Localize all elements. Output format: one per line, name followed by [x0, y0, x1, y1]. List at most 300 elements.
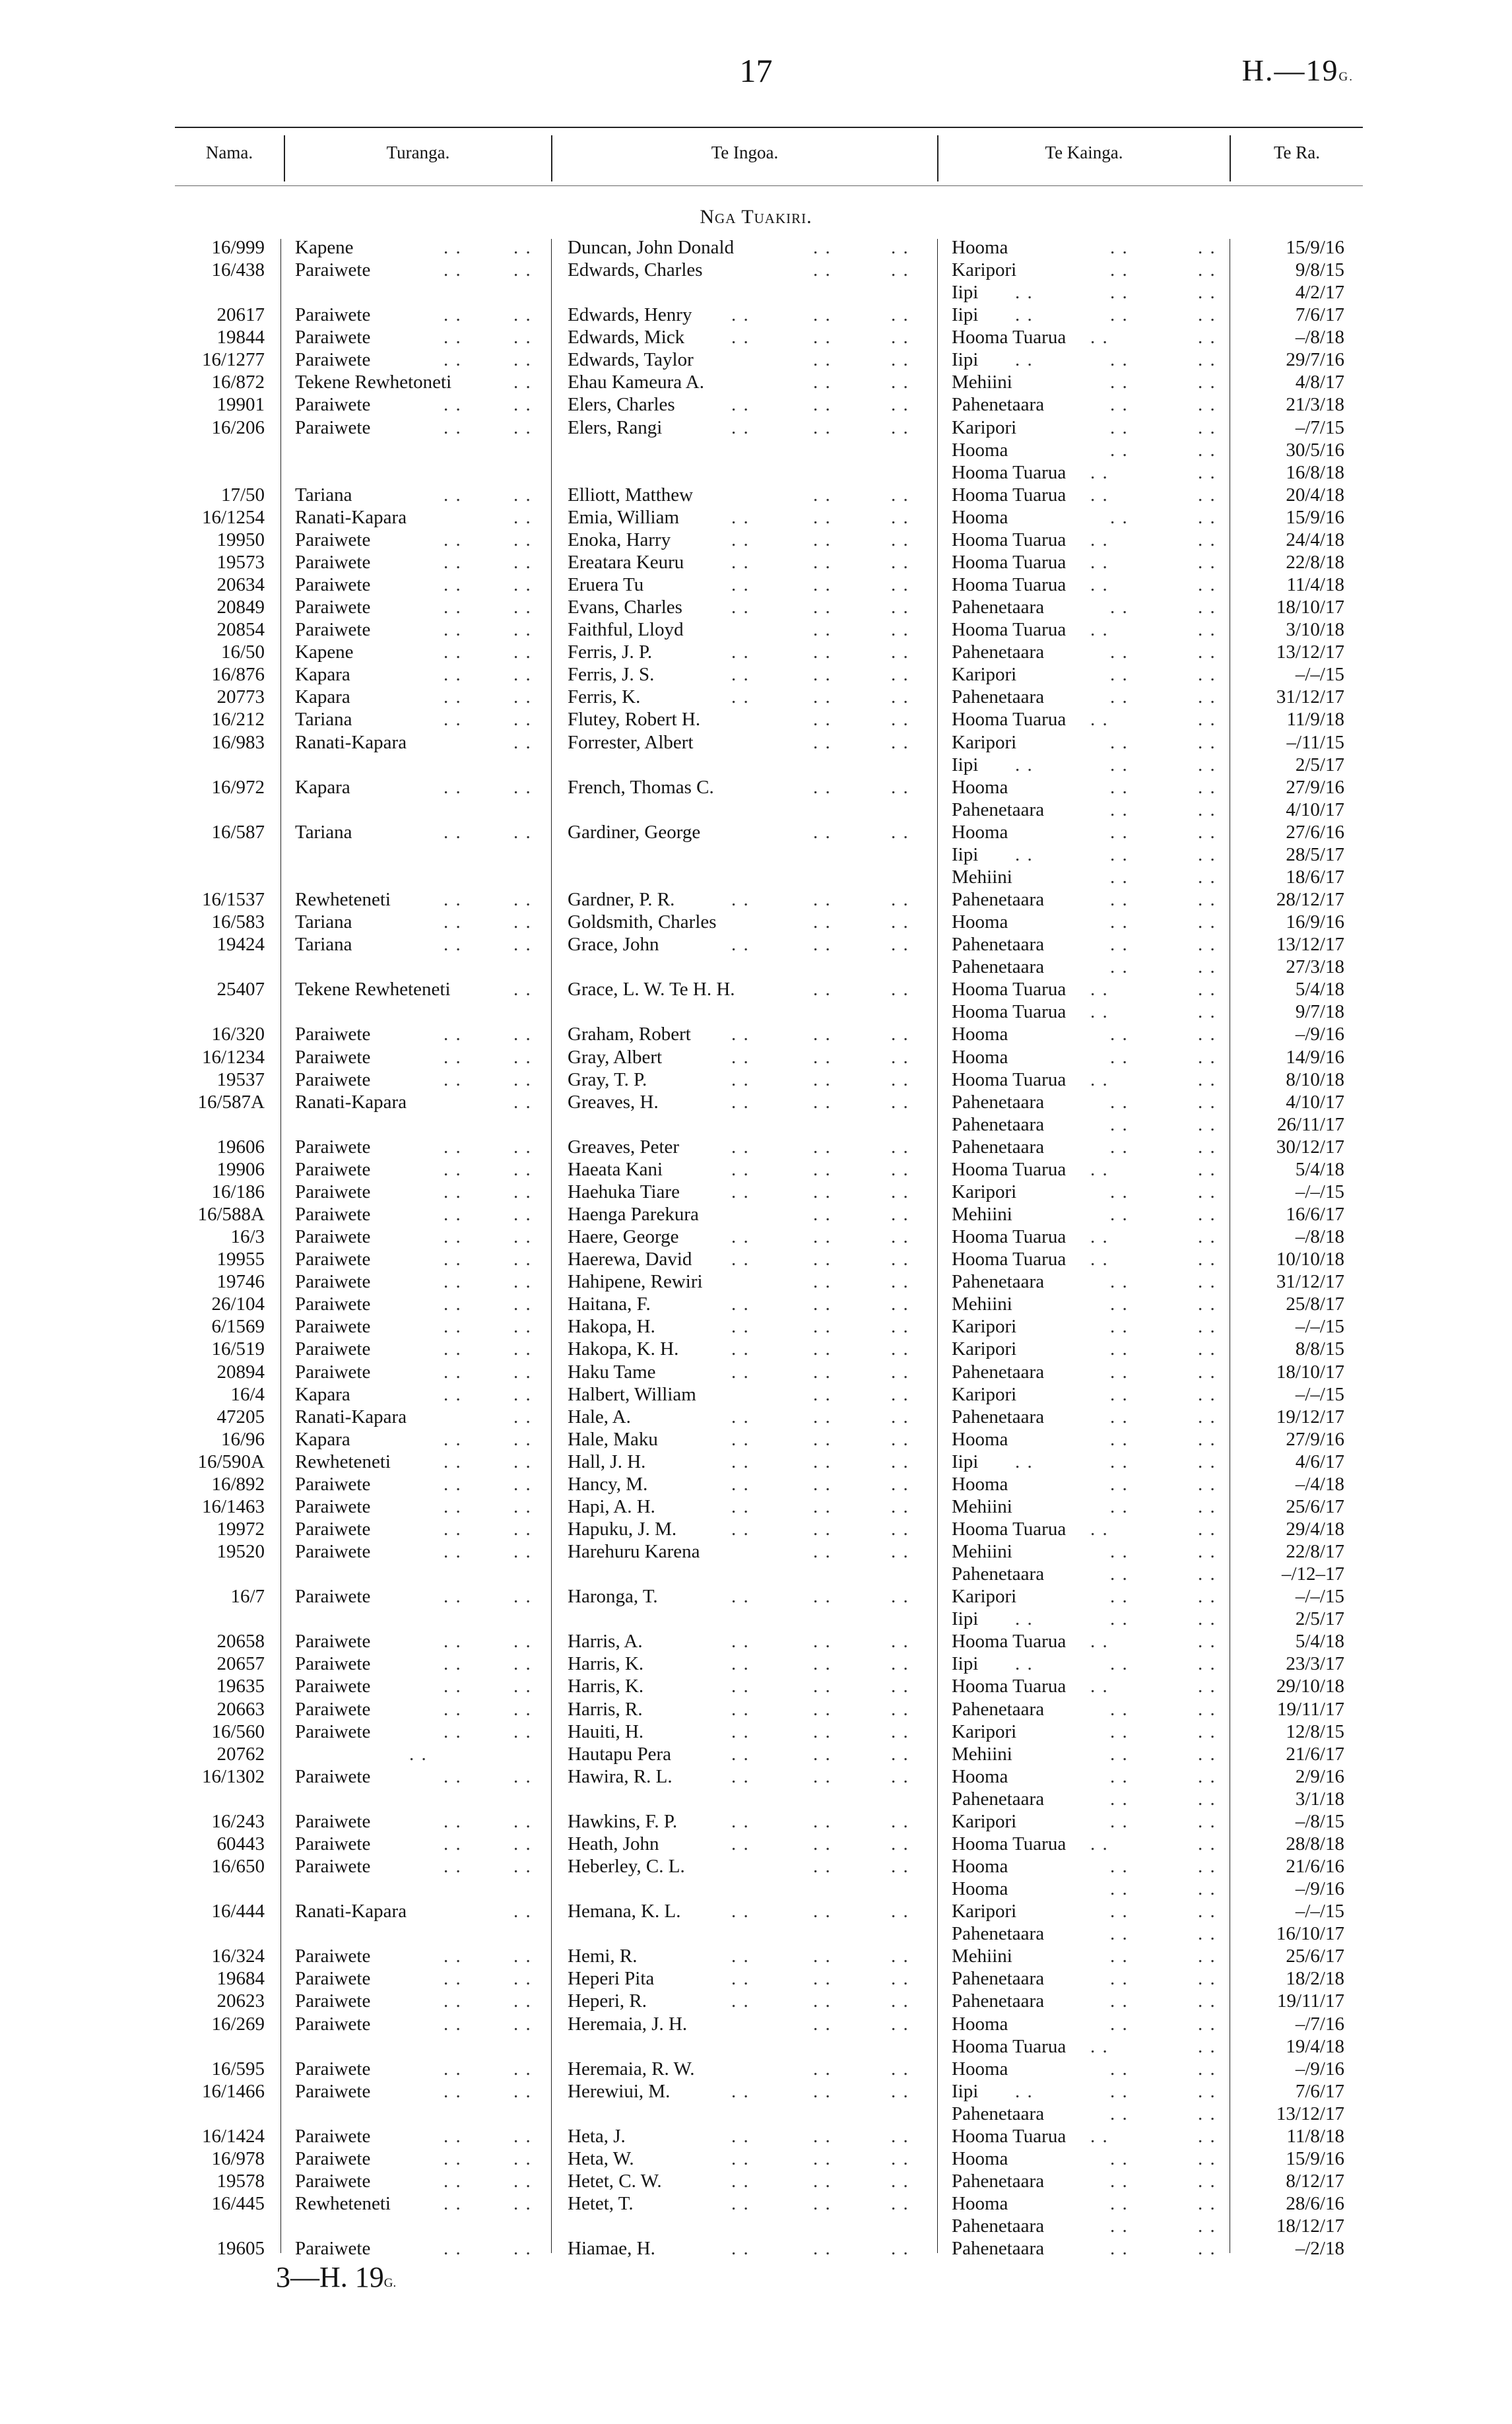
dot-leader: . .: [1198, 574, 1216, 596]
dot-leader: . .: [813, 1226, 832, 1248]
dot-leader: . .: [444, 1586, 462, 1608]
dot-leader: . .: [891, 1968, 909, 1990]
dot-leader: . .: [891, 1631, 909, 1653]
dot-leader: . .: [731, 1631, 750, 1653]
dot-leader: . .: [731, 2238, 750, 2260]
dot-leader: . .: [513, 1856, 532, 1878]
dot-leader: . .: [444, 1653, 462, 1675]
cell-kainga: Karipori: [952, 1901, 1017, 1922]
cell-turanga: Paraiwete: [295, 551, 371, 573]
cell-turanga: Paraiwete: [295, 1181, 371, 1202]
dot-leader: . .: [813, 1136, 832, 1158]
cell-kainga: Karipori: [952, 1181, 1017, 1202]
cell-kainga: Karipori: [952, 1383, 1017, 1405]
cell-kainga: Iipi: [952, 843, 979, 865]
dot-leader: . .: [1198, 641, 1216, 663]
dot-leader: . .: [731, 1586, 750, 1608]
cell-nama: 16/650: [211, 1856, 265, 1878]
table-row: [0, 731, 1512, 754]
cell-nama: 19972: [216, 1518, 265, 1540]
cell-kainga: Pahenetaara: [952, 1361, 1045, 1383]
dot-leader: . .: [731, 2080, 750, 2102]
cell-ra: 18/10/17: [1276, 597, 1344, 618]
cell-kainga: Hooma: [952, 2147, 1008, 2169]
dot-leader: . .: [891, 2193, 909, 2215]
dot-leader: . .: [891, 2238, 909, 2260]
column-header-turanga: Turanga.: [386, 143, 450, 162]
dot-leader: . .: [731, 1024, 750, 1045]
dot-leader: . .: [1198, 1788, 1216, 1810]
dot-leader: . .: [1110, 2058, 1129, 2080]
table-row: [0, 348, 1512, 371]
dot-leader: . .: [444, 1271, 462, 1293]
dot-leader: . .: [444, 2238, 462, 2260]
cell-ingoa: Hemana, K. L.: [568, 1901, 681, 1922]
dot-leader: . .: [891, 934, 909, 956]
dot-leader: . .: [1198, 664, 1216, 686]
dot-leader: . .: [513, 1383, 532, 1405]
dot-leader: . .: [731, 574, 750, 596]
cell-kainga: Hooma Tuarua: [952, 2125, 1067, 2147]
cell-ra: 27/3/18: [1286, 956, 1344, 978]
cell-kainga: Hooma: [952, 237, 1008, 258]
cell-nama: 16/972: [211, 776, 265, 798]
dot-leader: . .: [891, 1091, 909, 1113]
table-row: [0, 439, 1512, 461]
cell-turanga: Ranati-Kapara: [295, 1406, 407, 1427]
cell-ra: –/9/16: [1295, 1878, 1344, 1900]
dot-leader: . .: [1110, 1856, 1129, 1878]
cell-ingoa: Harris, K.: [568, 1676, 644, 1697]
dot-leader: . .: [1198, 1091, 1216, 1113]
table-row: [0, 1922, 1512, 1945]
cell-kainga: Hooma: [952, 1473, 1008, 1495]
dot-leader: . .: [813, 1653, 832, 1675]
cell-kainga: Pahenetaara: [952, 2103, 1045, 2124]
dot-leader: . .: [731, 664, 750, 686]
cell-nama: 17/50: [220, 484, 265, 506]
cell-turanga: Paraiwete: [295, 1068, 371, 1090]
dot-leader: . .: [1198, 2215, 1216, 2237]
cell-nama: 19950: [216, 529, 265, 550]
dot-leader: . .: [444, 574, 462, 596]
dot-leader: . .: [1090, 619, 1109, 641]
table-row: [0, 461, 1512, 484]
cell-kainga: Hooma: [952, 1856, 1008, 1878]
dot-leader: . .: [731, 1181, 750, 1202]
cell-nama: 16/1234: [201, 1046, 265, 1068]
dot-leader: . .: [513, 372, 532, 393]
dot-leader: . .: [513, 731, 532, 753]
dot-leader: . .: [891, 2013, 909, 2035]
dot-leader: . .: [813, 259, 832, 281]
cell-ingoa: Haeata Kani: [568, 1158, 663, 1180]
cell-ra: 25/6/17: [1286, 1495, 1344, 1517]
cell-kainga: Pahenetaara: [952, 1091, 1045, 1113]
dot-leader: . .: [813, 911, 832, 933]
dot-leader: . .: [409, 1743, 428, 1765]
dot-leader: . .: [513, 1249, 532, 1270]
dot-leader: . .: [444, 1676, 462, 1697]
cell-ingoa: Elers, Rangi: [568, 416, 663, 438]
cell-nama: 20854: [216, 619, 265, 641]
dot-leader: . .: [731, 1698, 750, 1720]
dot-leader: . .: [813, 1294, 832, 1315]
table-row: [0, 326, 1512, 348]
cell-turanga: Tariana: [295, 911, 352, 933]
dot-leader: . .: [513, 1068, 532, 1090]
header-bottom-rule: [175, 185, 1363, 186]
dot-leader: . .: [891, 979, 909, 1000]
table-row: [0, 1855, 1512, 1878]
cell-turanga: Paraiwete: [295, 1249, 371, 1270]
cell-ra: 28/12/17: [1276, 889, 1344, 911]
dot-leader: . .: [513, 1946, 532, 1967]
cell-turanga: Paraiwete: [295, 1024, 371, 1045]
cell-turanga: Kapara: [295, 664, 350, 686]
dot-leader: . .: [891, 1810, 909, 1832]
header-top-rule: [175, 127, 1363, 128]
dot-leader: . .: [513, 394, 532, 416]
dot-leader: . .: [731, 1968, 750, 1990]
cell-ingoa: Forrester, Albert: [568, 731, 694, 753]
dot-leader: . .: [891, 484, 909, 506]
table-row: [0, 1788, 1512, 1810]
dot-leader: . .: [513, 1024, 532, 1045]
cell-ingoa: Hemi, R.: [568, 1946, 638, 1967]
dot-leader: . .: [1110, 1473, 1129, 1495]
dot-leader: . .: [1110, 934, 1129, 956]
dot-leader: . .: [1110, 304, 1129, 326]
dot-leader: . .: [813, 304, 832, 326]
dot-leader: . .: [513, 1518, 532, 1540]
table-row: [0, 1765, 1512, 1788]
dot-leader: . .: [891, 1406, 909, 1427]
dot-leader: . .: [444, 1473, 462, 1495]
cell-turanga: Paraiwete: [295, 1856, 371, 1878]
cell-nama: 16/1537: [201, 889, 265, 911]
dot-leader: . .: [1198, 1878, 1216, 1900]
cell-turanga: Paraiwete: [295, 1316, 371, 1338]
cell-kainga: Iipi: [952, 2080, 979, 2102]
dot-leader: . .: [1198, 1946, 1216, 1967]
dot-leader: . .: [1110, 1383, 1129, 1405]
dot-leader: . .: [513, 1990, 532, 2012]
dot-leader: . .: [731, 394, 750, 416]
cell-nama: 16/892: [211, 1473, 265, 1495]
cell-ingoa: Heperi Pita: [568, 1968, 655, 1990]
dot-leader: . .: [1110, 1024, 1129, 1045]
dot-leader: . .: [891, 394, 909, 416]
cell-ingoa: Edwards, Mick: [568, 327, 685, 348]
dot-leader: . .: [813, 2013, 832, 2035]
cell-kainga: Pahenetaara: [952, 1563, 1045, 1585]
cell-ingoa: Hetet, T.: [568, 2193, 634, 2215]
dot-leader: . .: [1090, 1226, 1109, 1248]
cell-nama: 20634: [216, 574, 265, 596]
cell-nama: 16/444: [211, 1901, 265, 1922]
cell-nama: 19578: [216, 2171, 265, 2192]
cell-kainga: Pahenetaara: [952, 641, 1045, 663]
cell-turanga: Paraiwete: [295, 349, 371, 371]
cell-kainga: Hooma: [952, 1765, 1008, 1787]
dot-leader: . .: [513, 1316, 532, 1338]
cell-ingoa: Haku Tame: [568, 1361, 656, 1383]
dot-leader: . .: [444, 1249, 462, 1270]
dot-leader: . .: [813, 731, 832, 753]
dot-leader: . .: [444, 1518, 462, 1540]
dot-leader: . .: [1090, 1631, 1109, 1653]
cell-ra: –/7/16: [1295, 2013, 1344, 2035]
cell-turanga: Paraiwete: [295, 1990, 371, 2012]
cell-kainga: Iipi: [952, 282, 979, 304]
dot-leader: . .: [813, 1631, 832, 1653]
cell-ra: 19/11/17: [1276, 1990, 1344, 2012]
dot-leader: . .: [813, 529, 832, 550]
dot-leader: . .: [1198, 1383, 1216, 1405]
dot-leader: . .: [1110, 282, 1129, 304]
dot-leader: . .: [731, 1361, 750, 1383]
cell-ra: 29/10/18: [1276, 1676, 1344, 1697]
cell-ra: 16/10/17: [1276, 1923, 1344, 1945]
dot-leader: . .: [1110, 1271, 1129, 1293]
cell-nama: 47205: [216, 1406, 265, 1427]
dot-leader: . .: [1110, 394, 1129, 416]
dot-leader: . .: [444, 1136, 462, 1158]
cell-kainga: Pahenetaara: [952, 686, 1045, 708]
cell-ra: 26/11/17: [1276, 1113, 1344, 1135]
dot-leader: . .: [1198, 799, 1216, 820]
dot-leader: . .: [891, 619, 909, 641]
dot-leader: . .: [513, 2080, 532, 2102]
dot-leader: . .: [1110, 416, 1129, 438]
dot-leader: . .: [1110, 439, 1129, 461]
dot-leader: . .: [891, 1586, 909, 1608]
cell-ra: 8/10/18: [1286, 1068, 1344, 1090]
dot-leader: . .: [1198, 2013, 1216, 2035]
cell-turanga: Paraiwete: [295, 2125, 371, 2147]
dot-leader: . .: [444, 259, 462, 281]
dot-leader: . .: [813, 1271, 832, 1293]
document-reference-main: H.—19: [1241, 53, 1339, 87]
dot-leader: . .: [1090, 1518, 1109, 1540]
cell-kainga: Hooma Tuarua: [952, 709, 1067, 731]
dot-leader: . .: [1110, 754, 1129, 775]
cell-ingoa: Edwards, Charles: [568, 259, 703, 281]
table-row: [0, 888, 1512, 911]
dot-leader: . .: [813, 1833, 832, 1854]
cell-ra: 5/4/18: [1295, 1158, 1344, 1180]
dot-leader: . .: [813, 551, 832, 573]
dot-leader: . .: [444, 1698, 462, 1720]
cell-ingoa: Hautapu Pera: [568, 1743, 672, 1765]
dot-leader: . .: [513, 664, 532, 686]
dot-leader: . .: [1090, 979, 1109, 1000]
cell-ra: 9/7/18: [1295, 1001, 1344, 1023]
table-row: [0, 1495, 1512, 1518]
dot-leader: . .: [891, 574, 909, 596]
dot-leader: . .: [1110, 1698, 1129, 1720]
cell-kainga: Hooma Tuarua: [952, 1676, 1067, 1697]
dot-leader: . .: [1090, 1249, 1109, 1270]
table-row: [0, 2103, 1512, 2125]
cell-ingoa: Faithful, Lloyd: [568, 619, 684, 641]
table-row: [0, 1451, 1512, 1473]
table-row: [0, 1136, 1512, 1158]
table-row: [0, 1585, 1512, 1608]
dot-leader: . .: [813, 1024, 832, 1045]
table-row: [0, 1068, 1512, 1091]
cell-nama: 19901: [216, 394, 265, 416]
dot-leader: . .: [444, 327, 462, 348]
dot-leader: . .: [731, 1136, 750, 1158]
cell-turanga: Rewheteneti: [295, 2193, 391, 2215]
dot-leader: . .: [731, 597, 750, 618]
cell-ingoa: Elers, Charles: [568, 394, 675, 416]
dot-leader: . .: [1090, 484, 1109, 506]
cell-kainga: Mehiini: [952, 1541, 1012, 1563]
footer-reference-suffix: G.: [383, 2276, 397, 2290]
cell-nama: 19955: [216, 1249, 265, 1270]
table-row: [0, 2215, 1512, 2237]
cell-kainga: Pahenetaara: [952, 799, 1045, 820]
dot-leader: . .: [513, 1901, 532, 1922]
table-row: [0, 551, 1512, 573]
dot-leader: . .: [891, 1946, 909, 1967]
table-row: [0, 866, 1512, 888]
dot-leader: . .: [513, 304, 532, 326]
dot-leader: . .: [813, 1676, 832, 1697]
dot-leader: . .: [813, 1451, 832, 1472]
cell-turanga: Paraiwete: [295, 2171, 371, 2192]
dot-leader: . .: [1015, 304, 1034, 326]
cell-kainga: Karipori: [952, 1338, 1017, 1360]
dot-leader: . .: [891, 1271, 909, 1293]
cell-kainga: Pahenetaara: [952, 1990, 1045, 2012]
dot-leader: . .: [731, 1946, 750, 1967]
dot-leader: . .: [444, 1226, 462, 1248]
cell-turanga: Paraiwete: [295, 1676, 371, 1697]
dot-leader: . .: [813, 349, 832, 371]
dot-leader: . .: [731, 889, 750, 911]
dot-leader: . .: [1198, 1653, 1216, 1675]
table-row: [0, 1113, 1512, 1136]
cell-ra: 27/9/16: [1286, 1428, 1344, 1450]
cell-kainga: Mehiini: [952, 1495, 1012, 1517]
dot-leader: . .: [813, 1541, 832, 1563]
dot-leader: . .: [731, 1338, 750, 1360]
dot-leader: . .: [1198, 394, 1216, 416]
dot-leader: . .: [1015, 1608, 1034, 1630]
cell-ingoa: Hapuku, J. M.: [568, 1518, 677, 1540]
dot-leader: . .: [891, 821, 909, 843]
dot-leader: . .: [891, 1249, 909, 1270]
page-number: 17: [739, 52, 773, 89]
cell-ra: 3/1/18: [1295, 1788, 1344, 1810]
cell-turanga: Paraiwete: [295, 1338, 371, 1360]
table-row: [0, 2125, 1512, 2147]
cell-ingoa: Ehau Kameura A.: [568, 372, 704, 393]
cell-turanga: Rewheteneti: [295, 889, 391, 911]
cell-kainga: Hooma Tuarua: [952, 1226, 1067, 1248]
dot-leader: . .: [1110, 866, 1129, 888]
cell-kainga: Pahenetaara: [952, 1113, 1045, 1135]
cell-nama: 20849: [216, 597, 265, 618]
cell-turanga: Tariana: [295, 821, 352, 843]
dot-leader: . .: [513, 1765, 532, 1787]
cell-nama: 16/445: [211, 2193, 265, 2215]
cell-turanga: Paraiwete: [295, 304, 371, 326]
dot-leader: . .: [813, 1856, 832, 1878]
cell-turanga: Paraiwete: [295, 1720, 371, 1742]
cell-kainga: Karipori: [952, 1720, 1017, 1742]
dot-leader: . .: [1198, 259, 1216, 281]
dot-leader: . .: [891, 372, 909, 393]
dot-leader: . .: [813, 641, 832, 663]
table-row: [0, 911, 1512, 933]
cell-ingoa: Hale, Maku: [568, 1428, 658, 1450]
table-row: [0, 1967, 1512, 1990]
dot-leader: . .: [444, 1495, 462, 1517]
dot-leader: . .: [513, 776, 532, 798]
cell-ingoa: Haronga, T.: [568, 1586, 658, 1608]
table-row: [0, 2170, 1512, 2192]
cell-ra: –/8/18: [1295, 1226, 1344, 1248]
table-row: [0, 1743, 1512, 1765]
table-row: [0, 1540, 1512, 1563]
dot-leader: . .: [1198, 1698, 1216, 1720]
table-row: [0, 1000, 1512, 1023]
cell-nama: 16/324: [211, 1946, 265, 1967]
dot-leader: . .: [444, 619, 462, 641]
dot-leader: . .: [1110, 372, 1129, 393]
dot-leader: . .: [813, 1158, 832, 1180]
dot-leader: . .: [444, 1068, 462, 1090]
cell-nama: 16/1424: [201, 2125, 265, 2147]
dot-leader: . .: [1198, 1406, 1216, 1427]
dot-leader: . .: [813, 934, 832, 956]
table-row: [0, 1675, 1512, 1697]
dot-leader: . .: [513, 1810, 532, 1832]
dot-leader: . .: [891, 1856, 909, 1878]
dot-leader: . .: [731, 529, 750, 550]
cell-ra: 19/11/17: [1276, 1698, 1344, 1720]
cell-nama: 16/438: [211, 259, 265, 281]
cell-kainga: Pahenetaara: [952, 1788, 1045, 1810]
dot-leader: . .: [813, 372, 832, 393]
dot-leader: . .: [731, 1765, 750, 1787]
dot-leader: . .: [513, 2193, 532, 2215]
dot-leader: . .: [731, 304, 750, 326]
dot-leader: . .: [813, 327, 832, 348]
cell-kainga: Karipori: [952, 664, 1017, 686]
cell-ra: –/–/15: [1295, 1383, 1344, 1405]
dot-leader: . .: [444, 416, 462, 438]
dot-leader: . .: [513, 1586, 532, 1608]
cell-ra: 21/3/18: [1286, 394, 1344, 416]
cell-ingoa: Elliott, Matthew: [568, 484, 694, 506]
cell-turanga: Ranati-Kapara: [295, 1091, 407, 1113]
dot-leader: . .: [813, 1968, 832, 1990]
cell-ingoa: Hawkins, F. P.: [568, 1810, 678, 1832]
cell-nama: 16/269: [211, 2013, 265, 2035]
dot-leader: . .: [1110, 1113, 1129, 1135]
table-row: [0, 1361, 1512, 1383]
table-row: [0, 1630, 1512, 1653]
cell-ra: –/4/18: [1295, 1473, 1344, 1495]
cell-kainga: Hooma Tuarua: [952, 2035, 1067, 2057]
dot-leader: . .: [813, 1765, 832, 1787]
